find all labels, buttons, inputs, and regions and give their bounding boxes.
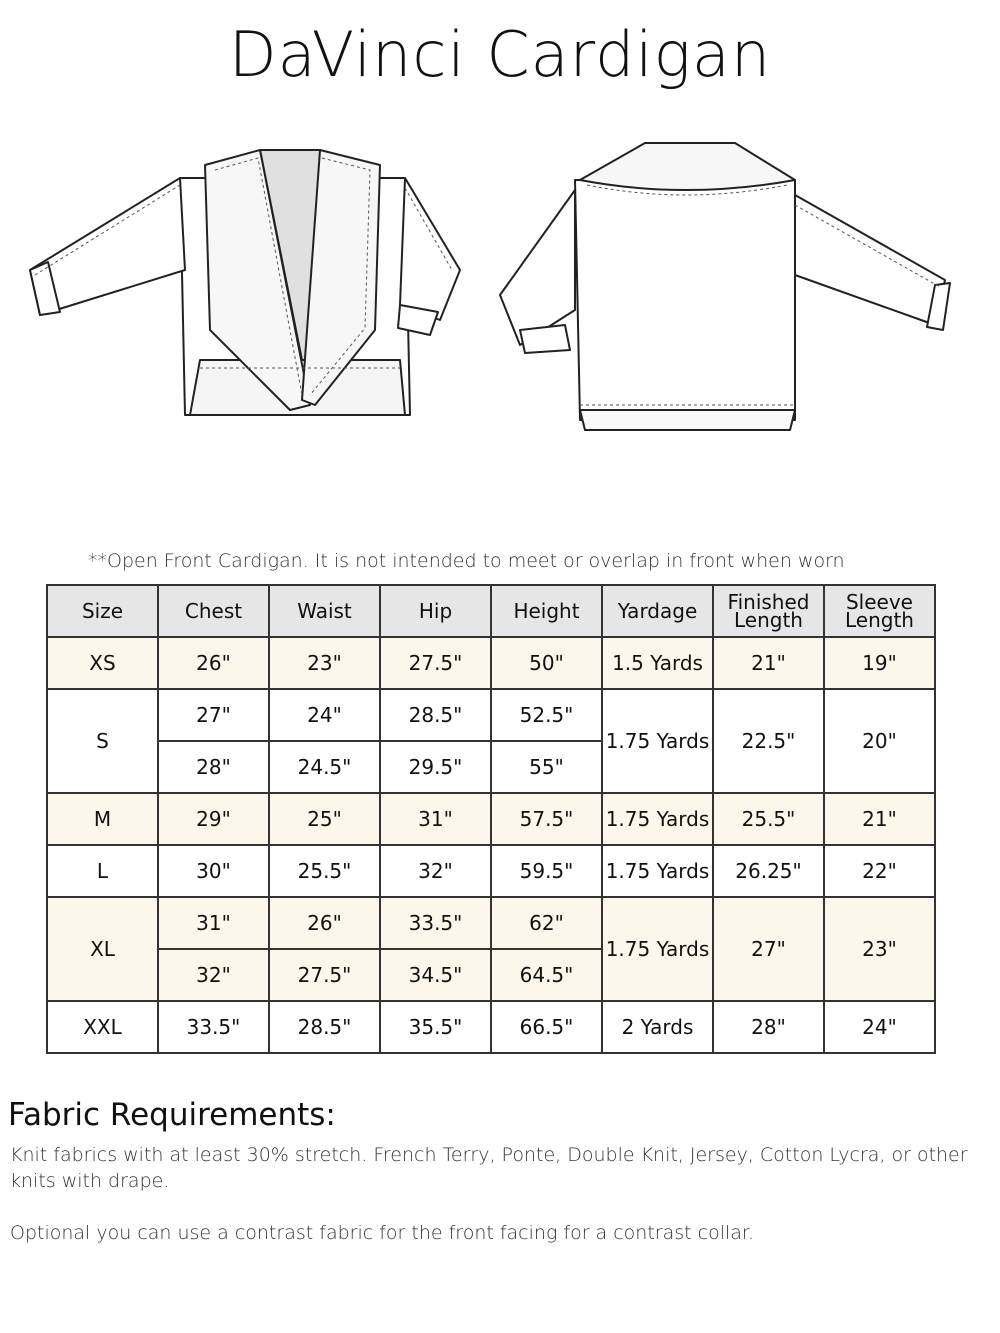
fabric-requirements-heading: Fabric Requirements: [8, 1097, 336, 1133]
chest-cell: 33.5" [158, 1001, 269, 1053]
waist-cell: 25" [269, 793, 380, 845]
finished-length-cell: 25.5" [713, 793, 824, 845]
size-cell: L [47, 845, 158, 897]
table-row [47, 1001, 935, 1053]
header-height: Height [491, 585, 602, 637]
height-cell: 64.5" [491, 949, 602, 1001]
size-cell: M [47, 793, 158, 845]
yardage-cell: 1.75 Yards [602, 793, 713, 845]
height-cell: 52.5" [491, 689, 602, 741]
contrast-fabric-note: Optional you can use a contrast fabric for the front facing for a contrast collar. [10, 1222, 755, 1244]
sleeve-length-cell: 24" [824, 1001, 935, 1053]
hip-cell: 29.5" [380, 741, 491, 793]
sleeve-length-cell: 20" [824, 689, 935, 793]
hip-cell: 28.5" [380, 689, 491, 741]
waist-cell: 24.5" [269, 741, 380, 793]
waist-cell: 26" [269, 897, 380, 949]
height-cell: 62" [491, 897, 602, 949]
waist-cell: 25.5" [269, 845, 380, 897]
header-waist: Waist [269, 585, 380, 637]
table-row [47, 689, 935, 741]
finished-length-cell: 21" [713, 637, 824, 689]
chest-cell: 30" [158, 845, 269, 897]
header-chest: Chest [158, 585, 269, 637]
hip-cell: 27.5" [380, 637, 491, 689]
yardage-cell: 1.75 Yards [602, 845, 713, 897]
height-cell: 57.5" [491, 793, 602, 845]
sleeve-length-cell: 22" [824, 845, 935, 897]
finished-length-cell: 26.25" [713, 845, 824, 897]
height-cell: 55" [491, 741, 602, 793]
waist-cell: 24" [269, 689, 380, 741]
chest-cell: 28" [158, 741, 269, 793]
header-yardage: Yardage [602, 585, 713, 637]
finished-length-cell: 22.5" [713, 689, 824, 793]
size-chart-table [46, 584, 936, 1054]
chest-cell: 27" [158, 689, 269, 741]
yardage-cell: 1.75 Yards [602, 897, 713, 1001]
size-cell: S [47, 689, 158, 793]
height-cell: 59.5" [491, 845, 602, 897]
sleeve-length-cell: 19" [824, 637, 935, 689]
hip-cell: 31" [380, 793, 491, 845]
header-hip: Hip [380, 585, 491, 637]
yardage-cell: 2 Yards [602, 1001, 713, 1053]
table-header-row [47, 585, 935, 637]
size-cell: XXL [47, 1001, 158, 1053]
waist-cell: 23" [269, 637, 380, 689]
chest-cell: 26" [158, 637, 269, 689]
cardigan-front-illustration [20, 130, 480, 440]
chest-cell: 32" [158, 949, 269, 1001]
height-cell: 50" [491, 637, 602, 689]
header-size: Size [47, 585, 158, 637]
yardage-cell: 1.5 Yards [602, 637, 713, 689]
height-cell: 66.5" [491, 1001, 602, 1053]
chest-cell: 29" [158, 793, 269, 845]
hip-cell: 33.5" [380, 897, 491, 949]
waist-cell: 27.5" [269, 949, 380, 1001]
finished-length-cell: 27" [713, 897, 824, 1001]
table-row [47, 897, 935, 949]
page-title: DaVinci Cardigan [228, 18, 772, 91]
hip-cell: 35.5" [380, 1001, 491, 1053]
hip-cell: 32" [380, 845, 491, 897]
size-cell: XL [47, 897, 158, 1001]
fabric-description: Knit fabrics with at least 30% stretch. French Terry, Ponte, Double Knit, Jersey, Cotton Lycra, or other knits with drape. [10, 1144, 968, 1192]
header-finished-length: Finished Length [713, 585, 824, 637]
header-sleeve-length: Sleeve Length [824, 585, 935, 637]
table-row [47, 793, 935, 845]
waist-cell: 28.5" [269, 1001, 380, 1053]
cardigan-back-illustration [495, 135, 975, 440]
table-row [47, 637, 935, 689]
chest-cell: 31" [158, 897, 269, 949]
open-front-note: **Open Front Cardigan. It is not intended to meet or overlap in front when worn [88, 550, 845, 572]
sleeve-length-cell: 21" [824, 793, 935, 845]
size-cell: XS [47, 637, 158, 689]
table-row [47, 845, 935, 897]
finished-length-cell: 28" [713, 1001, 824, 1053]
sleeve-length-cell: 23" [824, 897, 935, 1001]
hip-cell: 34.5" [380, 949, 491, 1001]
yardage-cell: 1.75 Yards [602, 689, 713, 793]
